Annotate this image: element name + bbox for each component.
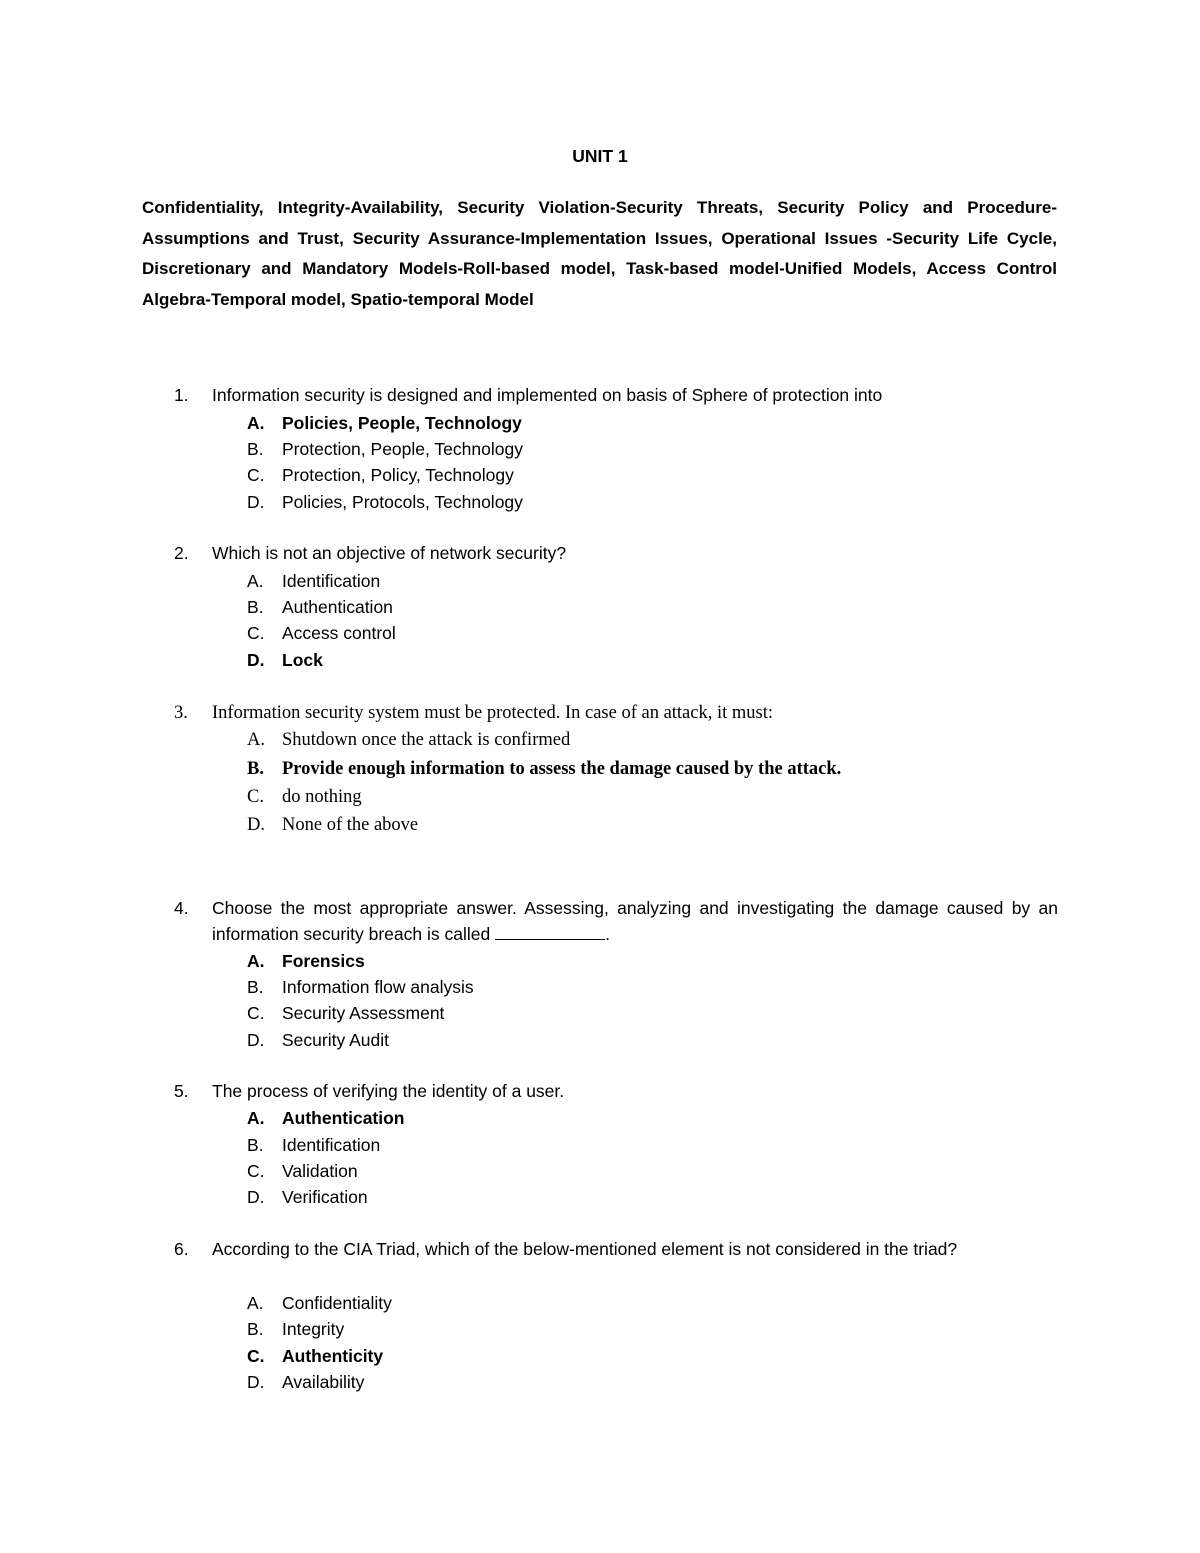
option-text: Protection, Policy, Technology <box>282 465 514 485</box>
option-text: Availability <box>282 1372 365 1392</box>
answer-option <box>247 1343 383 1370</box>
question-text: According to the CIA Triad, which of the below-mentioned element is not considered in the triad? <box>212 1239 958 1259</box>
question-text-before-blank: Choose the most appropriate answer. Assessing, analyzing and investigating the damage caused by an information security breach is called <box>212 898 1058 944</box>
question-number: 6. <box>174 1239 189 1259</box>
option-letter: B. <box>247 597 264 617</box>
option-letter: C. <box>247 465 265 485</box>
option-text: Authentication <box>282 1108 405 1128</box>
option-text: Access control <box>282 623 396 643</box>
option-letter: B. <box>247 1319 264 1339</box>
answer-option <box>247 726 570 755</box>
option-letter: D. <box>247 1187 265 1207</box>
option-letter: C. <box>247 1346 265 1366</box>
option-text: Verification <box>282 1187 368 1207</box>
option-text: do nothing <box>282 787 362 807</box>
question-stem <box>174 383 1058 409</box>
answer-blank-line <box>495 924 605 940</box>
option-text: Information flow analysis <box>282 977 474 997</box>
option-text: Protection, People, Technology <box>282 439 523 459</box>
question-number: 2. <box>174 543 189 563</box>
question-text <box>212 896 1058 947</box>
option-letter: B. <box>247 439 264 459</box>
option-letter: A. <box>247 571 264 591</box>
answer-option <box>247 568 380 595</box>
question-stem <box>174 1237 1058 1263</box>
answer-option <box>247 783 362 812</box>
option-text: Identification <box>282 1135 381 1155</box>
answer-option <box>247 811 418 840</box>
option-text: Integrity <box>282 1319 345 1339</box>
option-text: Security Assessment <box>282 1003 445 1023</box>
question-number: 3. <box>174 703 188 723</box>
option-letter: B. <box>247 1135 264 1155</box>
option-text: Policies, People, Technology <box>282 413 522 433</box>
answer-option <box>247 489 523 516</box>
option-letter: D. <box>247 650 265 670</box>
answer-option <box>247 1184 368 1211</box>
answer-option <box>247 620 396 647</box>
answer-option <box>247 974 474 1001</box>
answer-option <box>247 410 522 437</box>
question-stem <box>174 1079 1058 1105</box>
option-letter: A. <box>247 951 265 971</box>
answer-option <box>247 1316 344 1343</box>
question-number: 4. <box>174 898 189 918</box>
answer-option <box>247 1290 392 1317</box>
unit-topics: Confidentiality, Integrity-Availability, Security Violation-Security Threats, Security Policy and Procedure-Assumptions and Trust, Security Assurance-Implementation Issues, Operational Issues -Security Life Cycle, Discretionary and Mandatory Models-Roll-based model, Task-based model-Unified Models, Access Control Algebra-Temporal model, Spatio-temporal Model <box>142 198 1057 309</box>
option-text: Identification <box>282 571 381 591</box>
option-letter: C. <box>247 1161 265 1181</box>
answer-option <box>247 1000 444 1027</box>
answer-option <box>247 462 514 489</box>
question-text: The process of verifying the identity of a user. <box>212 1081 565 1101</box>
option-letter: C. <box>247 787 264 807</box>
option-text: Forensics <box>282 951 365 971</box>
option-text: Shutdown once the attack is confirmed <box>282 730 571 750</box>
question-number: 5. <box>174 1081 189 1101</box>
answer-option <box>247 436 523 463</box>
option-letter: D. <box>247 815 265 835</box>
option-letter: B. <box>247 977 264 997</box>
answer-option <box>247 1027 389 1054</box>
option-text: Lock <box>282 650 323 670</box>
option-letter: A. <box>247 1293 264 1313</box>
answer-option <box>247 1369 364 1396</box>
answer-option <box>247 1158 358 1185</box>
option-text: Policies, Protocols, Technology <box>282 492 523 512</box>
option-text: Authenticity <box>282 1346 384 1366</box>
answer-option <box>247 1132 380 1159</box>
question-text: Information security system must be protected. In case of an attack, it must: <box>212 703 774 723</box>
option-text: Confidentiality <box>282 1293 392 1313</box>
question-text: Which is not an objective of network security? <box>212 543 567 563</box>
option-letter: A. <box>247 730 265 750</box>
unit-title: UNIT 1 <box>572 146 628 166</box>
option-letter: C. <box>247 623 265 643</box>
option-text: None of the above <box>282 815 419 835</box>
option-text: Authentication <box>282 597 393 617</box>
question-text: Information security is designed and implemented on basis of Sphere of protection into <box>212 385 883 405</box>
answer-option <box>247 647 323 674</box>
option-letter: D. <box>247 492 265 512</box>
option-letter: B. <box>247 759 264 779</box>
question-stem <box>174 541 1058 567</box>
option-text: Validation <box>282 1161 358 1181</box>
option-letter: D. <box>247 1030 265 1050</box>
answer-option <box>247 948 365 975</box>
option-letter: C. <box>247 1003 265 1023</box>
question-stem <box>174 699 1058 727</box>
answer-option <box>247 755 841 784</box>
question-number: 1. <box>174 385 189 405</box>
question-stem <box>174 896 1058 947</box>
option-text: Provide enough information to assess the damage caused by the attack. <box>282 759 842 779</box>
option-letter: A. <box>247 1108 265 1128</box>
question-text-after-blank: . <box>605 923 610 944</box>
option-letter: D. <box>247 1372 265 1392</box>
answer-option <box>247 594 393 621</box>
answer-option <box>247 1105 405 1132</box>
option-text: Security Audit <box>282 1030 389 1050</box>
option-letter: A. <box>247 413 265 433</box>
